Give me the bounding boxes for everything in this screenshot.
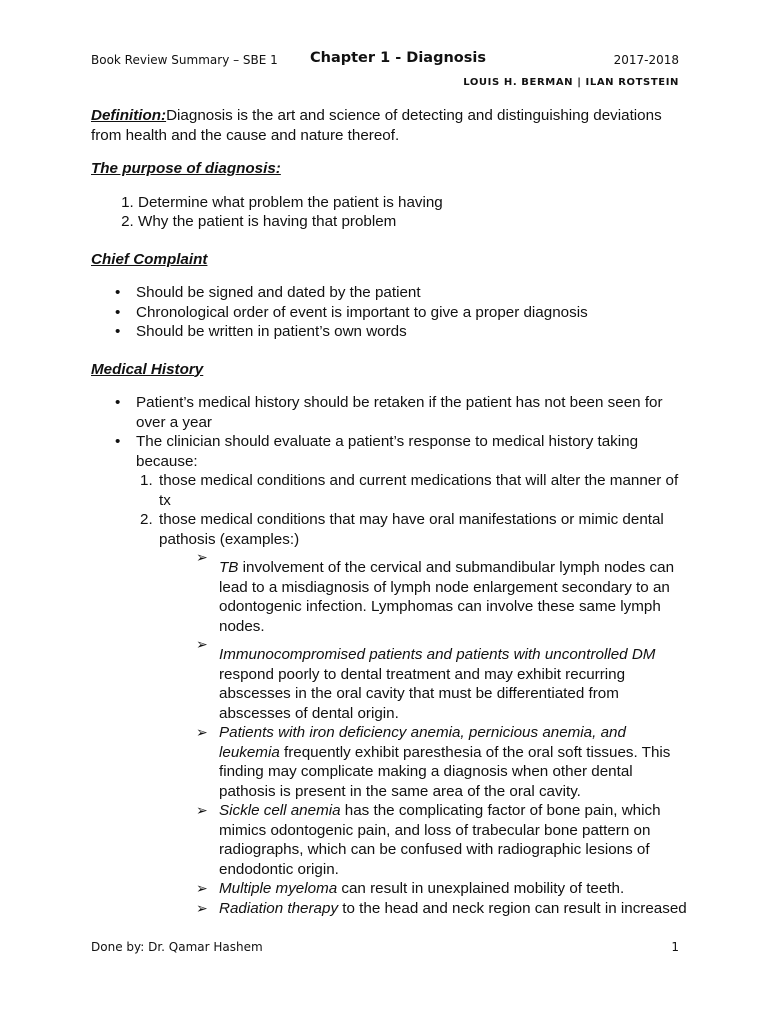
purpose-heading: The purpose of diagnosis: xyxy=(91,160,281,177)
chief-complaint-heading: Chief Complaint xyxy=(91,250,208,268)
reason-number: 1. xyxy=(140,472,153,489)
example-text: to the head and neck region can result in increased xyxy=(338,899,687,917)
list-item xyxy=(136,432,687,918)
footer-author: Done by: Dr. Qamar Hashem xyxy=(91,940,263,954)
reason-item xyxy=(136,471,687,510)
example-item xyxy=(196,549,687,636)
medical-history-list xyxy=(91,393,687,918)
reasons-list xyxy=(136,471,687,918)
page-number: 1 xyxy=(671,940,679,954)
list-item: • Should be written in patient’s own words xyxy=(136,322,687,342)
arrow-bullet-icon: ➢ xyxy=(196,802,208,818)
example-term: TB xyxy=(219,559,239,576)
page-content xyxy=(91,106,687,936)
example-text: respond poorly to dental treatment and may exhibit recurring abscesses in the oral cavity that must be differentiated from abscesses of dental origin. xyxy=(219,665,626,722)
example-text: has the complicating factor of bone pain, which mimics odontogenic pain, and loss of trabecular bone pattern on radiographs, which can be confused with radiographic lesions of endodontic origin. xyxy=(219,802,661,878)
list-item: 2. Why the patient is having that problem xyxy=(138,212,687,232)
list-item xyxy=(136,393,687,432)
list-item: • Should be signed and dated by the patient xyxy=(136,283,687,303)
example-term: Multiple myeloma xyxy=(219,880,338,897)
chief-complaint-list xyxy=(91,283,687,342)
page-header xyxy=(91,50,679,72)
arrow-bullet-icon: ➢ xyxy=(196,549,208,565)
header-year: 2017-2018 xyxy=(613,53,679,67)
reason-text: those medical conditions that may have oral manifestations or mimic dental pathosis (examples:) xyxy=(159,511,664,548)
example-item xyxy=(196,723,687,801)
definition-paragraph xyxy=(91,106,687,145)
header-authors: LOUIS H. BERMAN | ILAN ROTSTEIN xyxy=(463,77,679,88)
example-item xyxy=(196,879,687,899)
definition-text: Diagnosis is the art and science of detecting and distinguishing deviations from health and the cause and nature thereof. xyxy=(91,107,662,144)
arrow-bullet-icon: ➢ xyxy=(196,899,208,916)
example-term: Patients with iron deficiency anemia, pernicious anemia, and leukemia xyxy=(219,724,626,761)
medical-history-heading: Medical History xyxy=(91,360,204,378)
reason-number: 2. xyxy=(140,511,153,528)
example-text: can result in unexplained mobility of teeth. xyxy=(337,880,625,897)
example-item xyxy=(196,636,687,723)
list-item: 1. Determine what problem the patient is having xyxy=(138,193,687,213)
example-text: frequently exhibit paresthesia of the oral soft tissues. This finding may complicate making a diagnosis when other dental pathosis is present in the same area of the oral cavity. xyxy=(219,743,671,800)
arrow-bullet-icon: ➢ xyxy=(196,880,208,896)
medical-history-bullet-2: The clinician should evaluate a patient’s response to medical history taking because: xyxy=(136,433,639,470)
example-term: Immunocompromised patients and patients with uncontrolled DM xyxy=(219,646,656,663)
definition-label: Definition: xyxy=(91,107,167,124)
reason-item xyxy=(136,510,687,918)
arrow-bullet-icon: ➢ xyxy=(196,724,208,740)
example-item xyxy=(196,801,687,879)
example-item xyxy=(196,899,687,919)
arrow-bullet-icon: ➢ xyxy=(196,636,208,652)
header-course: Book Review Summary – SBE 1 xyxy=(91,53,278,67)
example-term: Radiation therapy xyxy=(219,899,339,917)
list-item: • Chronological order of event is important to give a proper diagnosis xyxy=(136,303,687,323)
example-term: Sickle cell anemia xyxy=(219,802,341,819)
purpose-list xyxy=(91,193,687,232)
medical-history-bullet-1: Patient’s medical history should be retaken if the patient has not been seen for over a year xyxy=(136,394,663,431)
example-text: involvement of the cervical and submandibular lymph nodes can lead to a misdiagnosis of lymph node enlargement secondary to an odontogenic infection. Lymphomas can involve these same lymph nodes. xyxy=(219,559,675,635)
reason-text: those medical conditions and current medications that will alter the manner of tx xyxy=(159,472,679,509)
examples-list xyxy=(159,549,687,918)
header-chapter-title: Chapter 1 - Diagnosis xyxy=(310,50,486,66)
